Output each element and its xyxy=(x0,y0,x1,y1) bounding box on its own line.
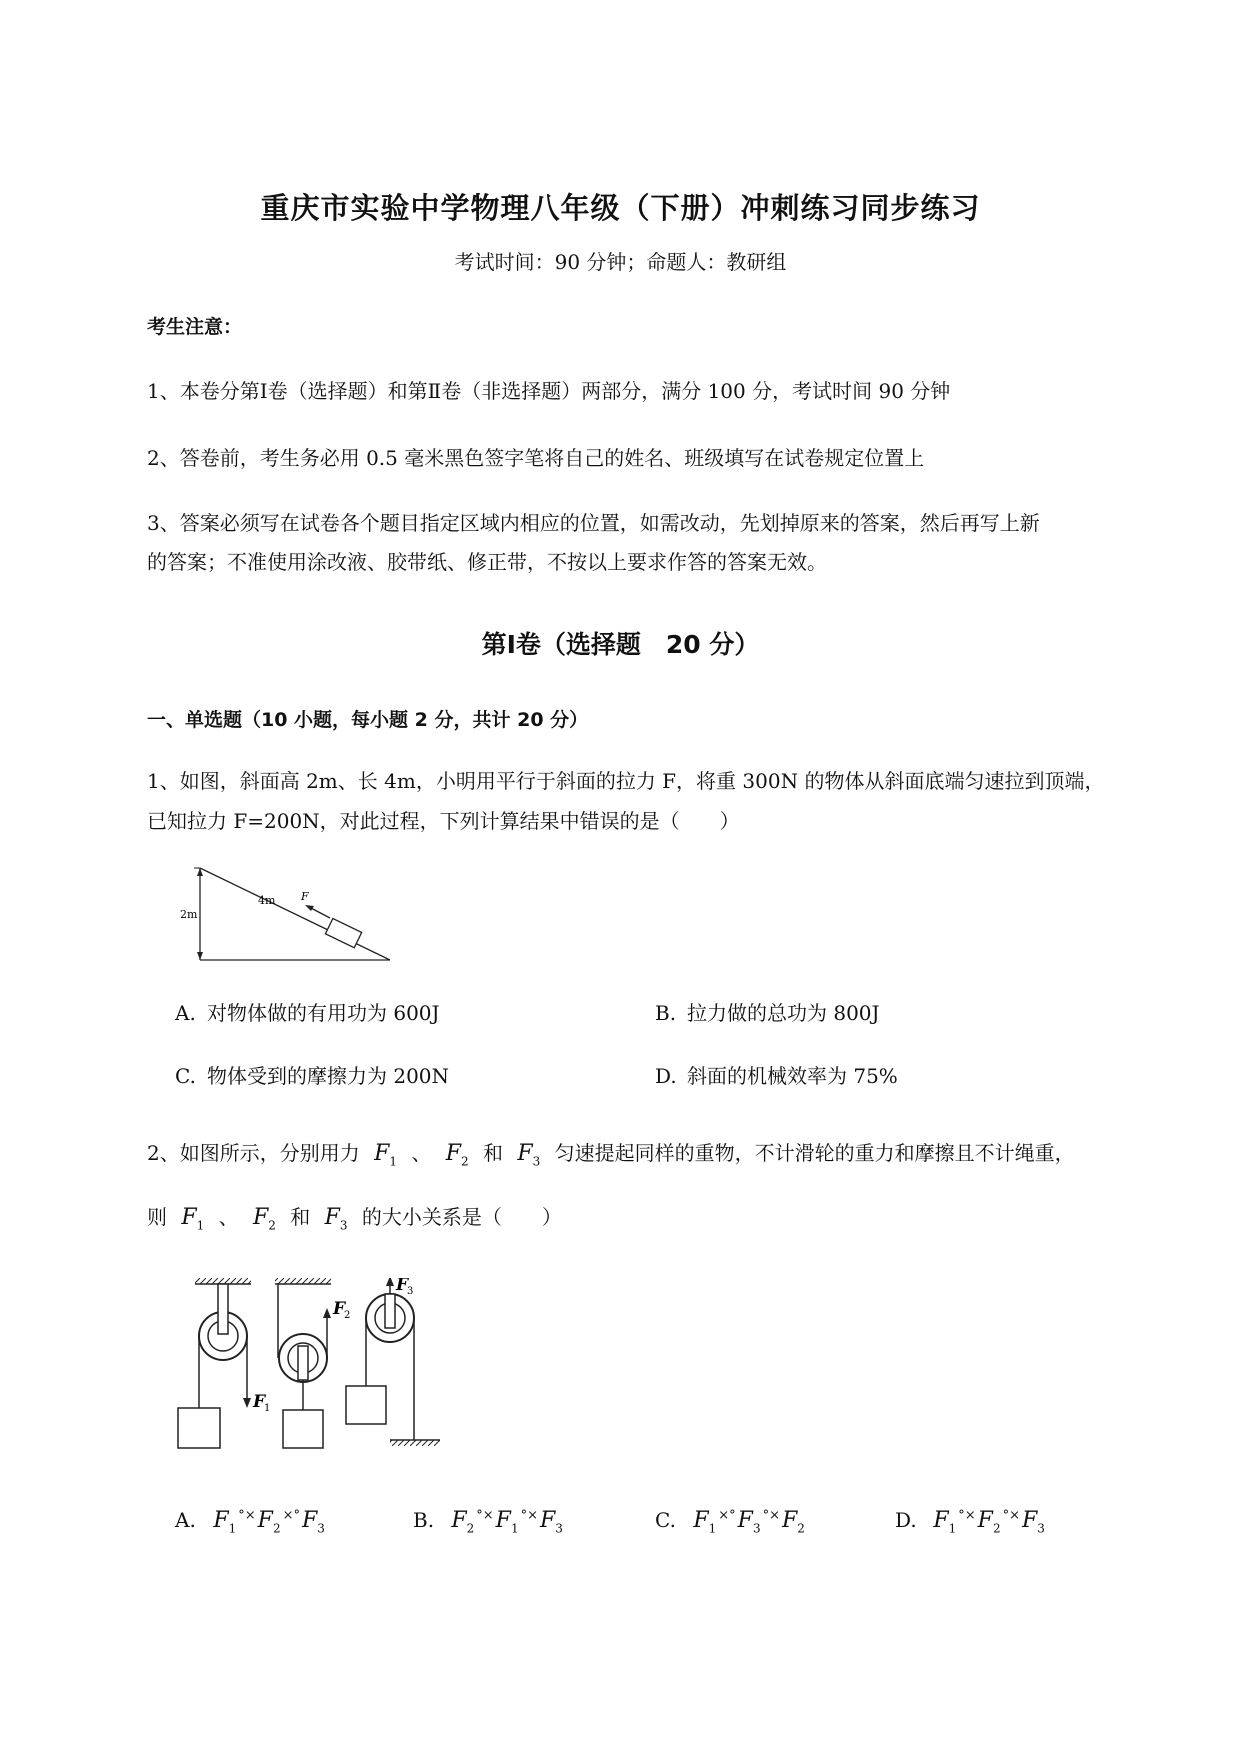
q2-pulley-figure xyxy=(170,1278,500,1453)
q2-l2-f3: $F_3$ xyxy=(324,1205,348,1233)
q2-line2-lead: 则 xyxy=(147,1205,167,1229)
q1-option-d-text: 斜面的机械效率为 75% xyxy=(687,1064,898,1088)
svg-text:F: F xyxy=(396,1278,409,1295)
q1-option-c-label: C. xyxy=(175,1064,196,1088)
svg-text:2: 2 xyxy=(344,1310,351,1321)
q2-option-c-label: C. xyxy=(655,1508,676,1533)
q1-option-d-label: D. xyxy=(655,1064,677,1088)
q1-option-b[interactable] xyxy=(655,997,880,1026)
exam-title: 重庆市实验中学物理八年级（下册）冲刺练习同步练习 xyxy=(260,191,981,225)
q2-option-a-label: A. xyxy=(175,1508,196,1533)
q2-stem-line1 xyxy=(147,1136,1157,1178)
q2-option-d-expr: $F_1^{^\circ\times}F_2^{^\circ\times}F_3$ xyxy=(933,1508,1045,1536)
q2-f1: $F_1$ xyxy=(374,1141,397,1169)
q1-option-d[interactable] xyxy=(655,1060,898,1089)
q2-option-b[interactable] xyxy=(413,1508,563,1536)
q2-l2-and: 和 xyxy=(290,1205,311,1229)
exam-subtitle: 考试时间：90 分钟；命题人：教研组 xyxy=(454,250,787,274)
q2-stem-line2 xyxy=(147,1200,1157,1242)
q1-length-label: 4m xyxy=(258,894,276,907)
q2-option-b-label: B. xyxy=(413,1508,435,1533)
q1-option-a-text: 对物体做的有用功为 600J xyxy=(207,1001,440,1025)
svg-text:F: F xyxy=(333,1299,346,1319)
svg-text:F: F xyxy=(253,1392,266,1412)
q2-lead: 2、如图所示，分别用力 xyxy=(147,1141,360,1165)
q2-sep: 、 xyxy=(411,1141,432,1165)
q2-tail: 匀速提起同样的重物，不计滑轮的重力和摩擦且不计绳重， xyxy=(554,1141,1075,1165)
q2-option-a[interactable] xyxy=(175,1508,325,1536)
q1-incline-figure xyxy=(180,860,400,970)
q2-option-d[interactable] xyxy=(895,1508,1045,1536)
pulley-fixed-3 xyxy=(346,1278,440,1446)
notice-item-3-cont: 的答案；不准使用涂改液、胶带纸、修正带，不按以上要求作答的答案无效。 xyxy=(147,550,827,574)
q1-stem-line2: 已知拉力 F=200N，对此过程，下列计算结果中错误的是（ ） xyxy=(147,809,740,833)
q2-and: 和 xyxy=(482,1141,503,1165)
svg-text:3: 3 xyxy=(407,1286,414,1297)
q1-option-a-label: A. xyxy=(175,1001,196,1025)
q2-option-a-expr: $F_1^{^\circ\times}F_2^{\times^\circ}F_3$ xyxy=(213,1508,325,1536)
notice-heading: 考生注意： xyxy=(147,316,243,338)
q2-l2-sep: 、 xyxy=(218,1205,239,1229)
q2-option-b-expr: $F_2^{^\circ\times}F_1^{^\circ\times}F_3$ xyxy=(451,1508,563,1536)
pulley-movable-2 xyxy=(275,1278,350,1448)
q2-f2: $F_2$ xyxy=(445,1141,469,1169)
q1-stem-line1: 1、如图，斜面高 2m、长 4m，小明用平行于斜面的拉力 F，将重 300N 的物体从斜面底端匀速拉到顶端， xyxy=(147,769,1105,793)
q1-height-label: 2m xyxy=(180,908,198,921)
q2-f3: $F_3$ xyxy=(517,1141,541,1169)
q1-option-b-label: B. xyxy=(655,1001,677,1025)
q1-option-a[interactable] xyxy=(175,997,440,1026)
section-title: 第Ⅰ卷（选择题 20 分） xyxy=(481,630,760,659)
notice-item-1: 1、本卷分第Ⅰ卷（选择题）和第Ⅱ卷（非选择题）两部分，满分 100 分，考试时间 90 分钟 xyxy=(147,379,951,403)
q2-option-c-expr: $F_1^{\times^\circ}F_3^{^\circ\times}F_2$ xyxy=(693,1508,805,1536)
pulley-fixed-1 xyxy=(178,1278,270,1448)
q1-option-c[interactable] xyxy=(175,1060,449,1089)
q2-line2-tail: 的大小关系是（ ） xyxy=(361,1205,562,1229)
section-subheading: 一、单选题（10 小题，每小题 2 分，共计 20 分） xyxy=(147,709,589,731)
q1-option-c-text: 物体受到的摩擦力为 200N xyxy=(207,1064,450,1088)
svg-text:1: 1 xyxy=(264,1403,271,1414)
q1-force-label: F xyxy=(301,890,309,903)
q2-option-d-label: D. xyxy=(895,1508,917,1533)
q2-l2-f2: $F_2$ xyxy=(252,1205,276,1233)
notice-item-2: 2、答卷前，考生务必用 0.5 毫米黑色签字笔将自己的姓名、班级填写在试卷规定位置上 xyxy=(147,446,925,470)
q2-l2-f1: $F_1$ xyxy=(181,1205,205,1233)
q2-option-c[interactable] xyxy=(655,1508,805,1536)
q1-option-b-text: 拉力做的总功为 800J xyxy=(687,1001,880,1025)
q1-block xyxy=(325,918,361,947)
notice-item-3: 3、答案必须写在试卷各个题目指定区域内相应的位置，如需改动，先划掉原来的答案，然后再写上新 xyxy=(147,511,1040,535)
